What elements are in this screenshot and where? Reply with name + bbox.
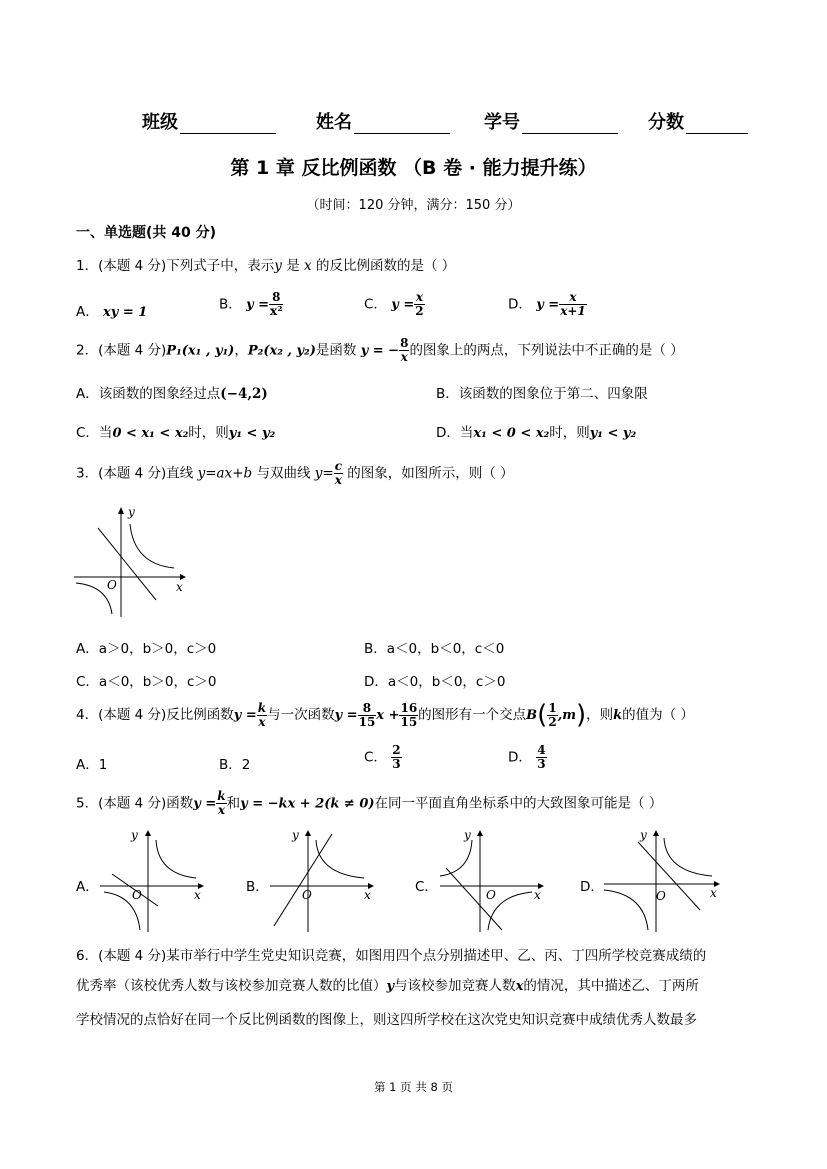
question-6-line-1: 6．(本题 4 分)某市举行中学生党史知识竞赛，如图用四个点分别描述甲、乙、丙、丁四所学校竞赛成绩的: [76, 948, 707, 964]
question-3-option-a[interactable]: A．a＞0，b＞0，c＞0: [76, 641, 217, 657]
question-5-option-a-graph[interactable]: [96, 826, 208, 936]
q5a-y-label: y: [131, 828, 138, 842]
name-label: 姓名: [316, 112, 352, 133]
question-3-option-d[interactable]: D．a＜0，b＜0，c＞0: [364, 674, 506, 690]
student-no-blank[interactable]: [522, 115, 618, 134]
question-1-option-d[interactable]: D． y = $\frac{x}{x+1}$: [508, 290, 586, 318]
class-label: 班级: [142, 112, 178, 133]
question-2-option-d[interactable]: D．当x₁ < 0 < x₂时，则y₁ < y₂: [436, 425, 637, 441]
score-label: 分数: [648, 112, 684, 133]
question-4-option-d[interactable]: D． $\frac{4}{3}$: [508, 743, 546, 771]
name-field[interactable]: [316, 108, 450, 134]
page-footer: 第 1 页 共 8 页: [374, 1080, 453, 1094]
q5c-origin-label: O: [486, 888, 496, 902]
question-5-option-b-label[interactable]: B．: [246, 879, 269, 895]
question-5-option-c-label[interactable]: C．: [415, 879, 438, 895]
question-5-option-d-label[interactable]: D．: [580, 879, 604, 895]
question-5-option-c-graph[interactable]: [436, 826, 548, 936]
q5d-y-label: y: [640, 828, 647, 842]
question-4-option-b[interactable]: B．2: [219, 757, 251, 773]
question-6-line-3: 学校情况的点恰好在同一个反比例函数的图像上，则这四所学校在这次党史知识竞赛中成绩优秀人数最多: [76, 1012, 697, 1028]
question-6-line-2: 优秀率（该校优秀人数与该校参加竞赛人数的比值）y与该校参加竞赛人数x的情况，其中描述乙、丁两所: [76, 978, 699, 994]
q5a-origin-label: O: [132, 888, 142, 902]
question-2-option-c[interactable]: C．当0 < x₁ < x₂时，则y₁ < y₂: [76, 425, 276, 441]
question-1-option-c[interactable]: C． y = $\frac{x}{2}$: [364, 290, 424, 318]
q5a-x-label: x: [194, 888, 201, 902]
question-1-stem: 1．(本题 4 分)下列式子中，表示y 是 x 的反比例函数的是（ ）: [76, 258, 456, 274]
question-1-option-b[interactable]: B． y = $\frac{8}{\text{x²}}$: [219, 290, 283, 318]
question-3-stem: 3．(本题 4 分)直线 y=ax+b 与双曲线 y= $\frac{c}{x}$ 的图象，如图所示，则（ ）: [76, 459, 514, 487]
student-no-label: 学号: [484, 112, 520, 133]
page-title: 第 1 章 反比例函数 （B 卷 · 能力提升练）: [230, 157, 597, 179]
q5d-origin-label: O: [656, 889, 666, 903]
question-1-option-a[interactable]: A． xy = 1: [76, 304, 148, 320]
question-4-option-c[interactable]: C． $\frac{2}{3}$: [364, 743, 401, 771]
name-blank[interactable]: [354, 115, 450, 134]
student-no-field[interactable]: [484, 108, 618, 134]
q5c-x-label: x: [534, 888, 541, 902]
score-field[interactable]: [648, 108, 748, 134]
question-2-stem: 2．(本题 4 分)P₁(x₁ , y₁)，P₂(x₂ , y₂)是函数 y = − $\frac{8}{x}$ 的图象上的两点，下列说法中不正确的是（ ）: [76, 336, 684, 364]
q5b-origin-label: O: [302, 888, 312, 902]
q5b-y-label: y: [292, 828, 299, 842]
q5c-y-label: y: [464, 828, 471, 842]
question-3-option-b[interactable]: B．a＜0，b＜0，c＜0: [364, 641, 505, 657]
class-field[interactable]: [142, 108, 276, 134]
question-4-option-a[interactable]: A．1: [76, 757, 108, 773]
class-blank[interactable]: [180, 115, 276, 134]
question-3-option-c[interactable]: C．a＜0，b＞0，c＞0: [76, 674, 217, 690]
question-2-option-b[interactable]: B．该函数的图象位于第二、四象限: [436, 386, 648, 402]
question-5-option-b-graph[interactable]: [266, 826, 378, 936]
question-3-graph: [72, 502, 188, 620]
q5d-x-label: x: [710, 886, 717, 900]
question-5-option-d-graph[interactable]: [600, 826, 724, 936]
q3-x-label: x: [176, 580, 183, 594]
page-subtitle: （时间：120 分钟，满分：150 分）: [306, 198, 521, 213]
question-5-option-a-label[interactable]: A．: [76, 879, 99, 895]
score-blank[interactable]: [686, 115, 748, 134]
q3-y-label: y: [128, 505, 135, 519]
question-5-stem: 5．(本题 4 分)函数y = $\frac{k}{x}$ 和y = −kx + 2(k ≠ 0)在同一平面直角坐标系中的大致图象可能是（ ）: [76, 789, 663, 817]
section-heading: 一、单选题(共 40 分): [76, 225, 217, 241]
q5b-x-label: x: [364, 888, 371, 902]
question-4-stem: 4．(本题 4 分)反比例函数y = $\frac{k}{x}$ 与一次函数y = $\frac{8}{15}$ x + $\frac{16}{15}$ 的图形有一个交点B( $\frac{1}{2}$ ,m)，则k的值为（ ）: [76, 700, 694, 730]
question-2-option-a[interactable]: A．该函数的图象经过点(−4,2): [76, 386, 268, 402]
q3-origin-label: O: [107, 578, 117, 592]
